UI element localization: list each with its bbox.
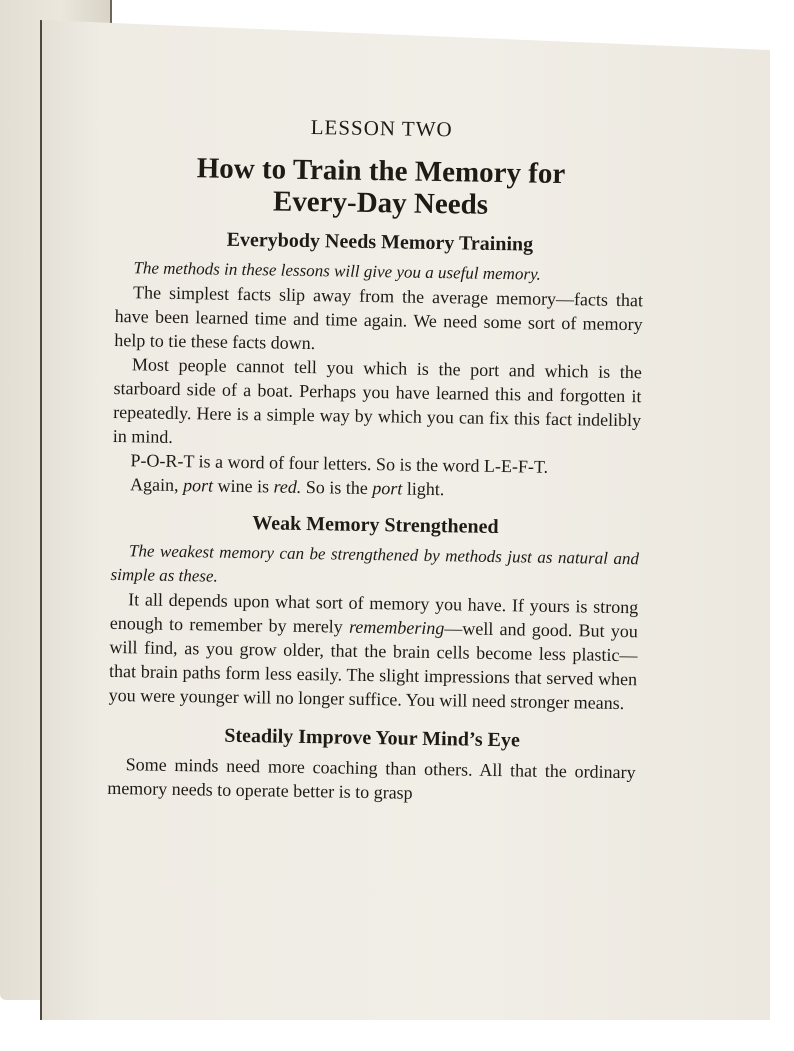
paragraph-port-wine: Again, port wine is red. So is the port light. (129, 474, 445, 500)
section-heading-weak-memory: Weak Memory Strengthened (252, 512, 499, 539)
section-heading-training: Everybody Needs Memory Training (226, 228, 534, 256)
section-lead-training: The methods in these lessons will give you a useful memory. (133, 258, 542, 284)
paragraph-port-starboard: Most people cannot tell you which is the port and which is the starboard side of a boat. Perhaps you have learned this and forgotten it repeatedly. Here is a simple way by which you can fix this fact indelibly in mind. (112, 354, 643, 447)
page-text (107, 106, 646, 808)
title-line-2: Every-Day Needs (272, 185, 489, 221)
page-title (116, 151, 645, 223)
paragraph-coaching: Some minds need more coaching than others. All that the ordinary memory needs to operate better is to grasp (107, 754, 636, 803)
paragraph-simplest-facts: The simplest facts slip away from the average memory—facts that have been learned time and time again. We need some sort of memory help to tie these facts down. (114, 282, 644, 354)
paragraph-memory-depends: It all depends upon what sort of memory you have. If yours is strong enough to remember by merely remembering—well and good. But you will find, as you grow older, that the brain cells become less plastic—that brain paths form less easily. The slight impressions that served when you were younger will no longer suffice. You will need stronger means. (108, 589, 639, 714)
title-line-1: How to Train the Memory for (196, 152, 566, 191)
section-lead-weak-memory: The weakest memory can be strengthened by methods just as natural and simple as these. (110, 541, 640, 586)
paragraph-port-left: P-O-R-T is a word of four letters. So is the word L-E-F-T. (130, 450, 549, 477)
section-heading-minds-eye: Steadily Improve Your Mind’s Eye (224, 724, 521, 752)
lesson-label: LESSON TWO (310, 115, 453, 142)
